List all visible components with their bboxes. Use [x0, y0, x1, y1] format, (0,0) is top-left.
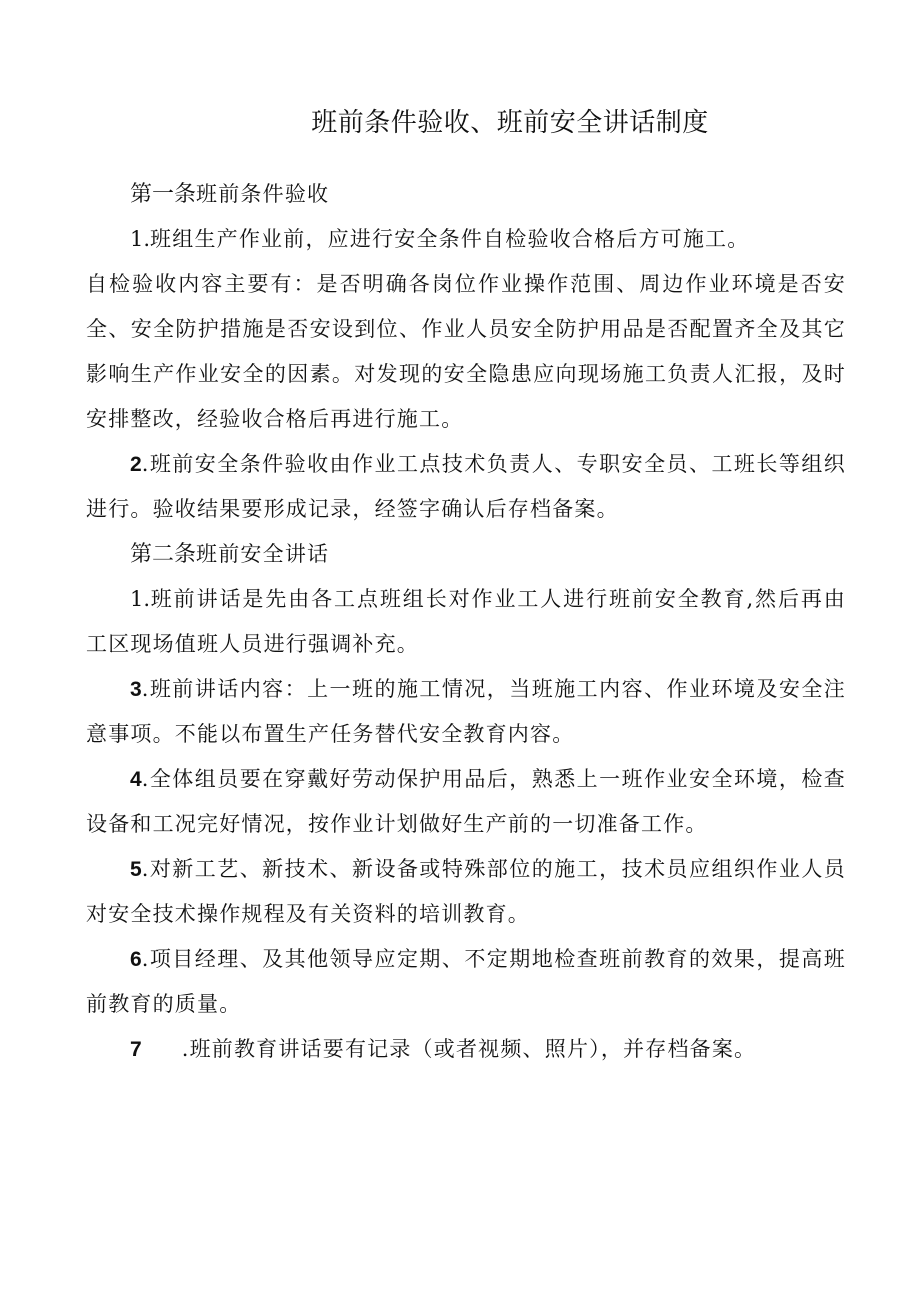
- clause-text: .班前教育讲话要有记录（或者视频、照片），并存档备案。: [181, 1037, 757, 1061]
- clause-continuation: 自检验收内容主要有：是否明确各岗位作业操作范围、周边作业环境是否安全、安全防护措施是否安设到位、作业人员安全防护用品是否配置齐全及其它影响生产作业安全的因素。对发现的安全隐患应向现场施工负责人汇报，及时安排整改，经验收合格后再进行施工。: [86, 272, 846, 431]
- clause-item: [86, 442, 846, 532]
- clause-text: 班前讲话是先由各工点班组长对作业工人进行班前安全教育,然后再由工区现场值班人员进行强调补充。: [86, 587, 846, 656]
- clause-text: 班组生产作业前，应进行安全条件自检验收合格后方可施工。: [150, 227, 750, 251]
- clause-number: 5: [130, 858, 142, 881]
- section-heading: [86, 172, 846, 217]
- clause-item: [86, 847, 846, 937]
- section-heading: [86, 532, 846, 577]
- clause-number: 7: [130, 1038, 142, 1061]
- clause-item: [86, 577, 846, 667]
- document-title: 班前条件验收、班前安全讲话制度: [311, 108, 709, 138]
- document-body: [86, 172, 846, 1072]
- clause-number: 1.: [130, 227, 151, 251]
- section-title: 班前条件验收: [196, 182, 330, 206]
- clause-item: [86, 217, 846, 262]
- clause-text: .班前讲话内容：上一班的施工情况，当班施工内容、作业环境及安全注意事项。不能以布置生产任务替代安全教育内容。: [86, 677, 846, 746]
- section-title: 班前安全讲话: [196, 542, 330, 566]
- clause-text: .对新工艺、新技术、新设备或特殊部位的施工，技术员应组织作业人员对安全技术操作规程及有关资料的培训教育。: [86, 857, 846, 926]
- clause-item: [86, 667, 846, 757]
- clause-item: [86, 1027, 846, 1072]
- clause-text: .项目经理、及其他领导应定期、不定期地检查班前教育的效果，提高班前教育的质量。: [86, 947, 846, 1016]
- clause-number: 2: [130, 453, 142, 476]
- section-label: 第二条: [130, 542, 197, 567]
- clause-item: [86, 937, 846, 1027]
- section-label: 第一条: [130, 182, 197, 207]
- clause-number: 1.: [130, 587, 151, 611]
- clause-item: [86, 757, 846, 847]
- clause-number: 3: [130, 678, 142, 701]
- clause-number: 6: [130, 948, 142, 971]
- clause-number: 4: [130, 768, 142, 791]
- clause-text: .班前安全条件验收由作业工点技术负责人、专职安全员、工班长等组织进行。验收结果要形成记录，经签字确认后存档备案。: [86, 452, 846, 521]
- clause-text: .全体组员要在穿戴好劳动保护用品后，熟悉上一班作业安全环境，检查设备和工况完好情况，按作业计划做好生产前的一切准备工作。: [86, 767, 846, 836]
